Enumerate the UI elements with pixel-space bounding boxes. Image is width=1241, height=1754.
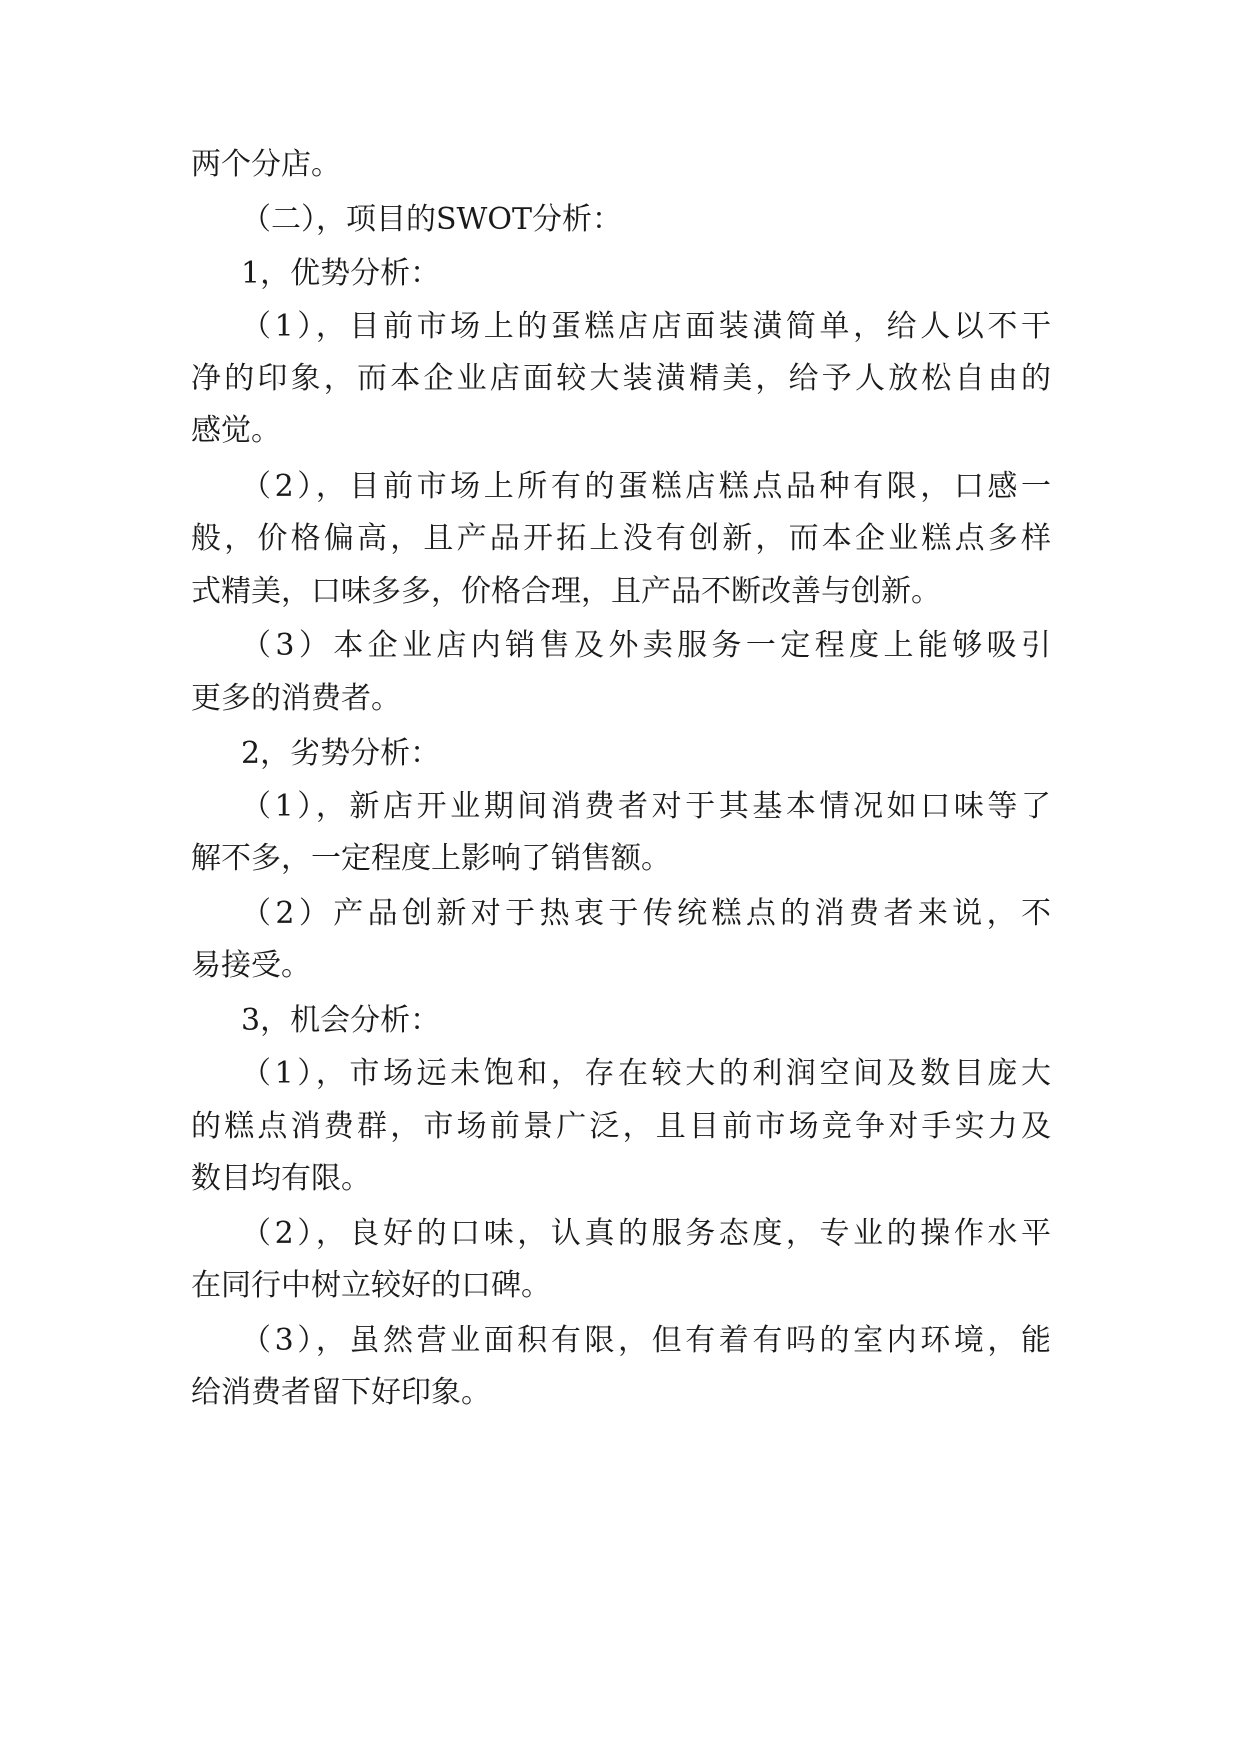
text-line: （1），新店开业期间消费者对于其基本情况如口味等了 bbox=[241, 789, 1051, 824]
text-line: 感觉。 bbox=[191, 413, 281, 448]
text-line: 给消费者留下好印象。 bbox=[191, 1375, 491, 1410]
subsection-heading: 1，优势分析： bbox=[241, 256, 441, 291]
section-heading: （二），项目的SWOT分析： bbox=[241, 202, 622, 237]
text-line: （3），虽然营业面积有限，但有着有吗的室内环境，能 bbox=[241, 1323, 1051, 1358]
text-line: 式精美，口味多多，价格合理，且产品不断改善与创新。 bbox=[191, 574, 941, 609]
text-line: 易接受。 bbox=[191, 948, 311, 983]
text-line: 两个分店。 bbox=[191, 147, 341, 182]
text-line: 的糕点消费群，市场前景广泛，且目前市场竞争对手实力及 bbox=[191, 1109, 1051, 1144]
text-line: 更多的消费者。 bbox=[191, 681, 401, 716]
text-line: 净的印象，而本企业店面较大装潢精美，给予人放松自由的 bbox=[191, 361, 1051, 396]
text-line: （2），良好的口味，认真的服务态度，专业的操作水平 bbox=[241, 1216, 1051, 1251]
text-line: （1），市场远未饱和，存在较大的利润空间及数目庞大 bbox=[241, 1056, 1051, 1091]
subsection-heading: 2，劣势分析： bbox=[241, 736, 441, 771]
text-line: （2）产品创新对于热衷于传统糕点的消费者来说，不 bbox=[241, 896, 1051, 931]
text-line: 解不多，一定程度上影响了销售额。 bbox=[191, 841, 671, 876]
subsection-heading: 3，机会分析： bbox=[241, 1003, 441, 1038]
text-line: （2），目前市场上所有的蛋糕店糕点品种有限，口感一 bbox=[241, 469, 1051, 504]
text-line: 在同行中树立较好的口碑。 bbox=[191, 1268, 551, 1303]
text-line: （3）本企业店内销售及外卖服务一定程度上能够吸引 bbox=[241, 628, 1051, 663]
text-line: 数目均有限。 bbox=[191, 1161, 371, 1196]
text-line: 般，价格偏高，且产品开拓上没有创新，而本企业糕点多样 bbox=[191, 521, 1051, 556]
text-line: （1），目前市场上的蛋糕店店面装潢简单，给人以不干 bbox=[241, 309, 1051, 344]
